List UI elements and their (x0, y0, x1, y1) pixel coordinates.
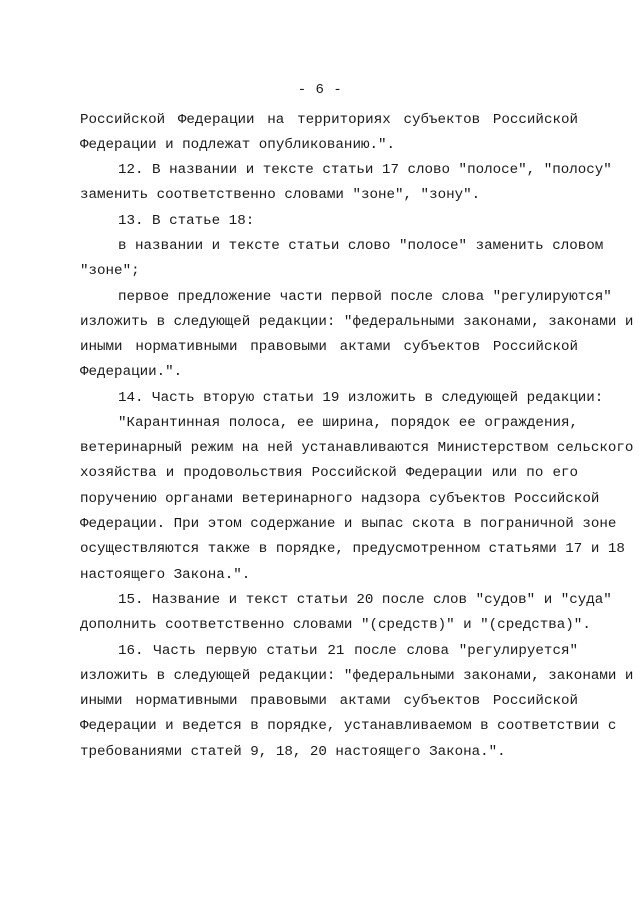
text-line: Федерации. При этом содержание и выпас скота в пограничной зоне (80, 516, 617, 532)
text-line: 15. Название и текст статьи 20 после слов "судов" и "суда" (118, 592, 612, 608)
text-line: Федерации и подлежат опубликованию.". (80, 137, 396, 153)
text-line: первое предложение части первой после слова "регулируются" (118, 289, 612, 305)
text-line: иными нормативными правовыми актами субъектов Российской (80, 339, 578, 355)
text-line: осуществляются также в порядке, предусмотренном статьями 17 и 18 (80, 541, 625, 557)
text-line: 12. В названии и тексте статьи 17 слово "полосе", "полосу" (118, 162, 612, 178)
text-line: настоящего Закона.". (80, 567, 251, 583)
text-line: в названии и тексте статьи слово "полосе" заменить словом (118, 238, 604, 254)
text-line: Федерации.". (80, 364, 183, 380)
text-line: Федерации и ведется в порядке, устанавливаемом в соответствии с (80, 718, 617, 734)
text-line: "Карантинная полоса, ее ширина, порядок ее ограждения, (118, 415, 578, 431)
text-line: иными нормативными правовыми актами субъектов Российской (80, 693, 578, 709)
text-line: изложить в следующей редакции: "федеральными законами, законами и (80, 314, 634, 330)
text-line: Российской Федерации на территориях субъектов Российской (80, 112, 578, 128)
page-number: - 6 - (297, 82, 343, 98)
text-line: поручению органами ветеринарного надзора субъектов Российской (80, 491, 600, 507)
text-line: 16. Часть первую статьи 21 после слова "регулируется" (118, 643, 578, 659)
text-line: 13. В статье 18: (118, 213, 255, 229)
text-line: хозяйства и продовольствия Российской Федерации или по его (80, 465, 578, 481)
text-line: дополнить соответственно словами "(средств)" и "(средства)". (80, 617, 591, 633)
text-line: ветеринарный режим на ней устанавливаются Министерством сельского (80, 440, 634, 456)
text-line: заменить соответственно словами "зоне", "зону". (80, 187, 481, 203)
text-line: требованиями статей 9, 18, 20 настоящего Закона.". (80, 744, 506, 760)
text-line: 14. Часть вторую статьи 19 изложить в следующей редакции: (118, 390, 604, 406)
text-line: "зоне"; (80, 263, 140, 279)
text-line: изложить в следующей редакции: "федеральными законами, законами и (80, 668, 634, 684)
